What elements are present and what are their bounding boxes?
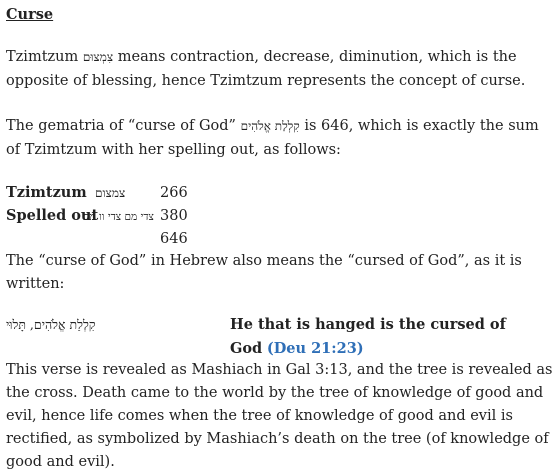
paragraph-1-line-2: opposite of blessing, hence Tzimtzum represents the concept of curse. bbox=[6, 73, 526, 89]
paragraph-4-line-5: good and evil). bbox=[6, 454, 115, 470]
paragraph-4-line-3: evil, hence life comes when the tree of knowledge of good and evil is bbox=[6, 408, 513, 424]
verse-reference-open: ( bbox=[266, 340, 274, 357]
gematria-row-value: 646 bbox=[160, 231, 188, 247]
gematria-row-label: Spelled out bbox=[6, 207, 99, 224]
gematria-row-value: 266 bbox=[160, 185, 188, 201]
verse-english-god: God bbox=[230, 340, 263, 357]
section-heading: Curse bbox=[6, 6, 54, 23]
paragraph-4-line-4: rectified, as symbolized by Mashiach’s death on the tree (of knowledge of bbox=[6, 431, 549, 447]
gematria-row-hebrew: צדי מם צדי וו מם bbox=[83, 211, 154, 223]
paragraph-1-hebrew: צִמְצוּם bbox=[82, 50, 114, 64]
paragraph-2-hebrew: קִלְלַת אֱלֹהִים bbox=[240, 119, 300, 133]
gematria-row-label: Tzimtzum bbox=[6, 184, 87, 201]
gematria-row-value: 380 bbox=[160, 208, 188, 224]
paragraph-4-line-2: the cross. Death came to the world by the tree of knowledge of good and bbox=[6, 385, 544, 401]
paragraph-3-line-2: written: bbox=[6, 276, 65, 292]
paragraph-2-suffix: is 646, which is exactly the sum bbox=[304, 118, 539, 134]
verse-reference-close: ) bbox=[356, 340, 364, 357]
paragraph-1-line-1 bbox=[6, 45, 517, 69]
paragraph-3-line-1: The “curse of God” in Hebrew also means the “cursed of God”, as it is bbox=[6, 253, 522, 269]
paragraph-2-line-1 bbox=[6, 114, 539, 138]
paragraph-2-line-2: of Tzimtzum with her spelling out, as follows: bbox=[6, 142, 341, 158]
verse-reference-link[interactable]: Deu 21:23 bbox=[273, 340, 357, 357]
paragraph-4-line-1: This verse is revealed as Mashiach in Gal 3:13, and the tree is revealed as bbox=[6, 362, 553, 378]
verse-hebrew: קִלְלַת אֱלֹהִים, תָּלוּי bbox=[6, 317, 96, 332]
paragraph-1-suffix: means contraction, decrease, diminution, which is the bbox=[117, 49, 517, 65]
paragraph-2-prefix: The gematria of “curse of God” bbox=[6, 118, 236, 134]
paragraph-1-prefix: Tzimtzum bbox=[6, 49, 79, 65]
gematria-row-hebrew: צמצום bbox=[95, 186, 126, 200]
verse-english-line-1: He that is hanged is the cursed of bbox=[230, 316, 506, 333]
